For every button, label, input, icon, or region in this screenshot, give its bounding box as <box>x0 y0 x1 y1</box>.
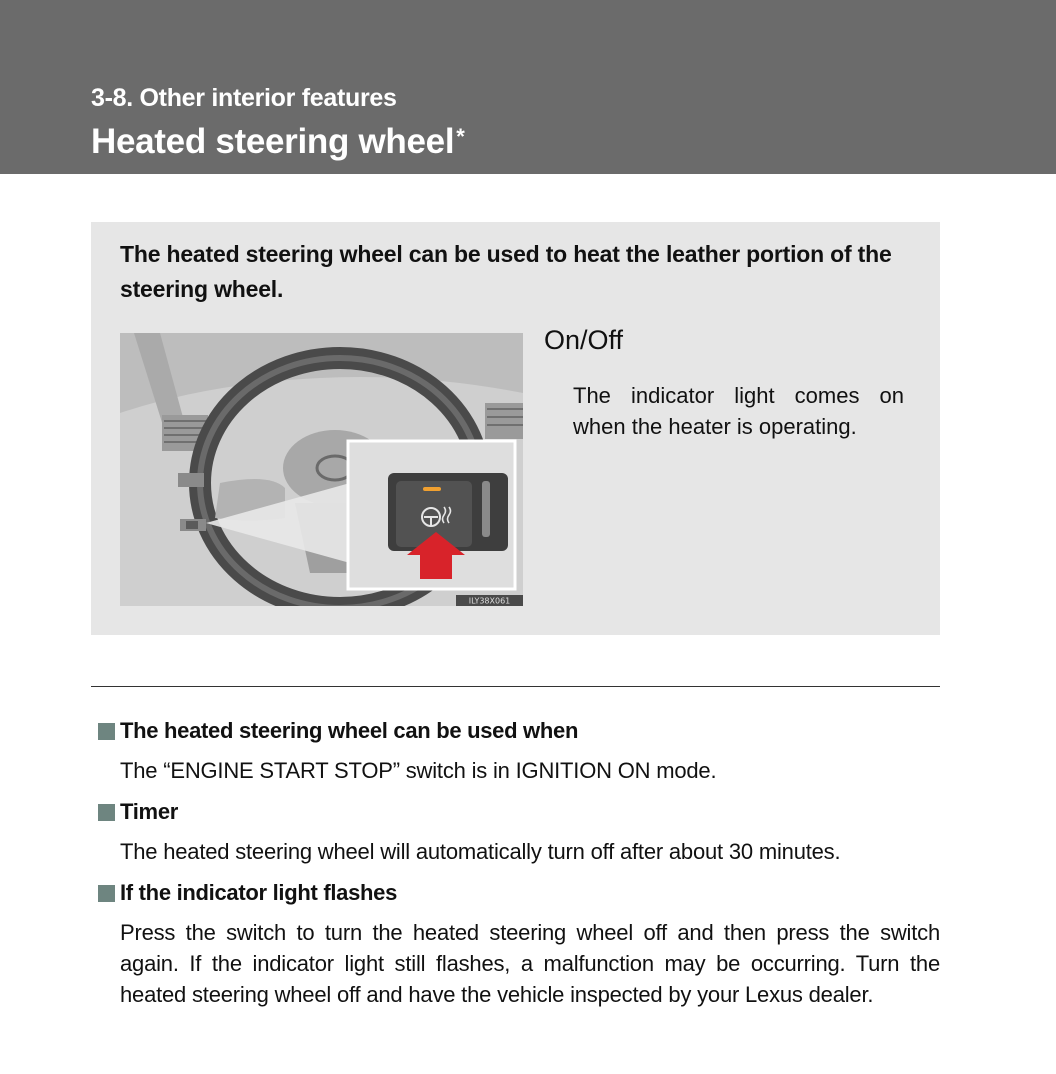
section-label: 3-8. Other interior features <box>91 84 397 112</box>
steering-wheel-illustration <box>120 333 523 606</box>
note-heading-text: Timer <box>120 799 179 824</box>
page-title <box>91 122 465 162</box>
note-heading <box>98 798 940 826</box>
note-when-usable <box>98 717 940 786</box>
callout-body: The indicator light comes on when the heater is operating. <box>573 383 904 439</box>
note-body: The “ENGINE START STOP” switch is in IGNITION ON mode. <box>120 758 717 783</box>
intro-text: The heated steering wheel can be used to heat the leather portion of the steering wheel. <box>120 241 892 302</box>
indicator-light <box>423 487 441 491</box>
image-code: ILY38X061 <box>468 596 511 606</box>
note-heading <box>98 879 940 907</box>
callout-title: On/Off <box>544 325 624 355</box>
bullet-square-icon <box>98 723 115 740</box>
note-heading <box>98 717 940 745</box>
bullet-square-icon <box>98 804 115 821</box>
bullet-square-icon <box>98 885 115 902</box>
section-divider <box>91 686 940 687</box>
note-heading-text: If the indicator light flashes <box>120 880 398 905</box>
note-timer <box>98 798 940 867</box>
note-body: Press the switch to turn the heated steering wheel off and then press the switch again. If the indicator light still flashes, a malfunction may be occurring. Turn the heated steering wheel off and have the vehicle inspected by your Lexus dealer. <box>120 920 940 1007</box>
page-title-text: Heated steering wheel <box>91 122 455 161</box>
note-indicator-flashes <box>98 879 940 1010</box>
switch-inset <box>348 441 515 589</box>
title-asterisk: * <box>456 124 465 149</box>
note-body: The heated steering wheel will automatically turn off after about 30 minutes. <box>120 839 841 864</box>
note-heading-text: The heated steering wheel can be used when <box>120 718 579 743</box>
